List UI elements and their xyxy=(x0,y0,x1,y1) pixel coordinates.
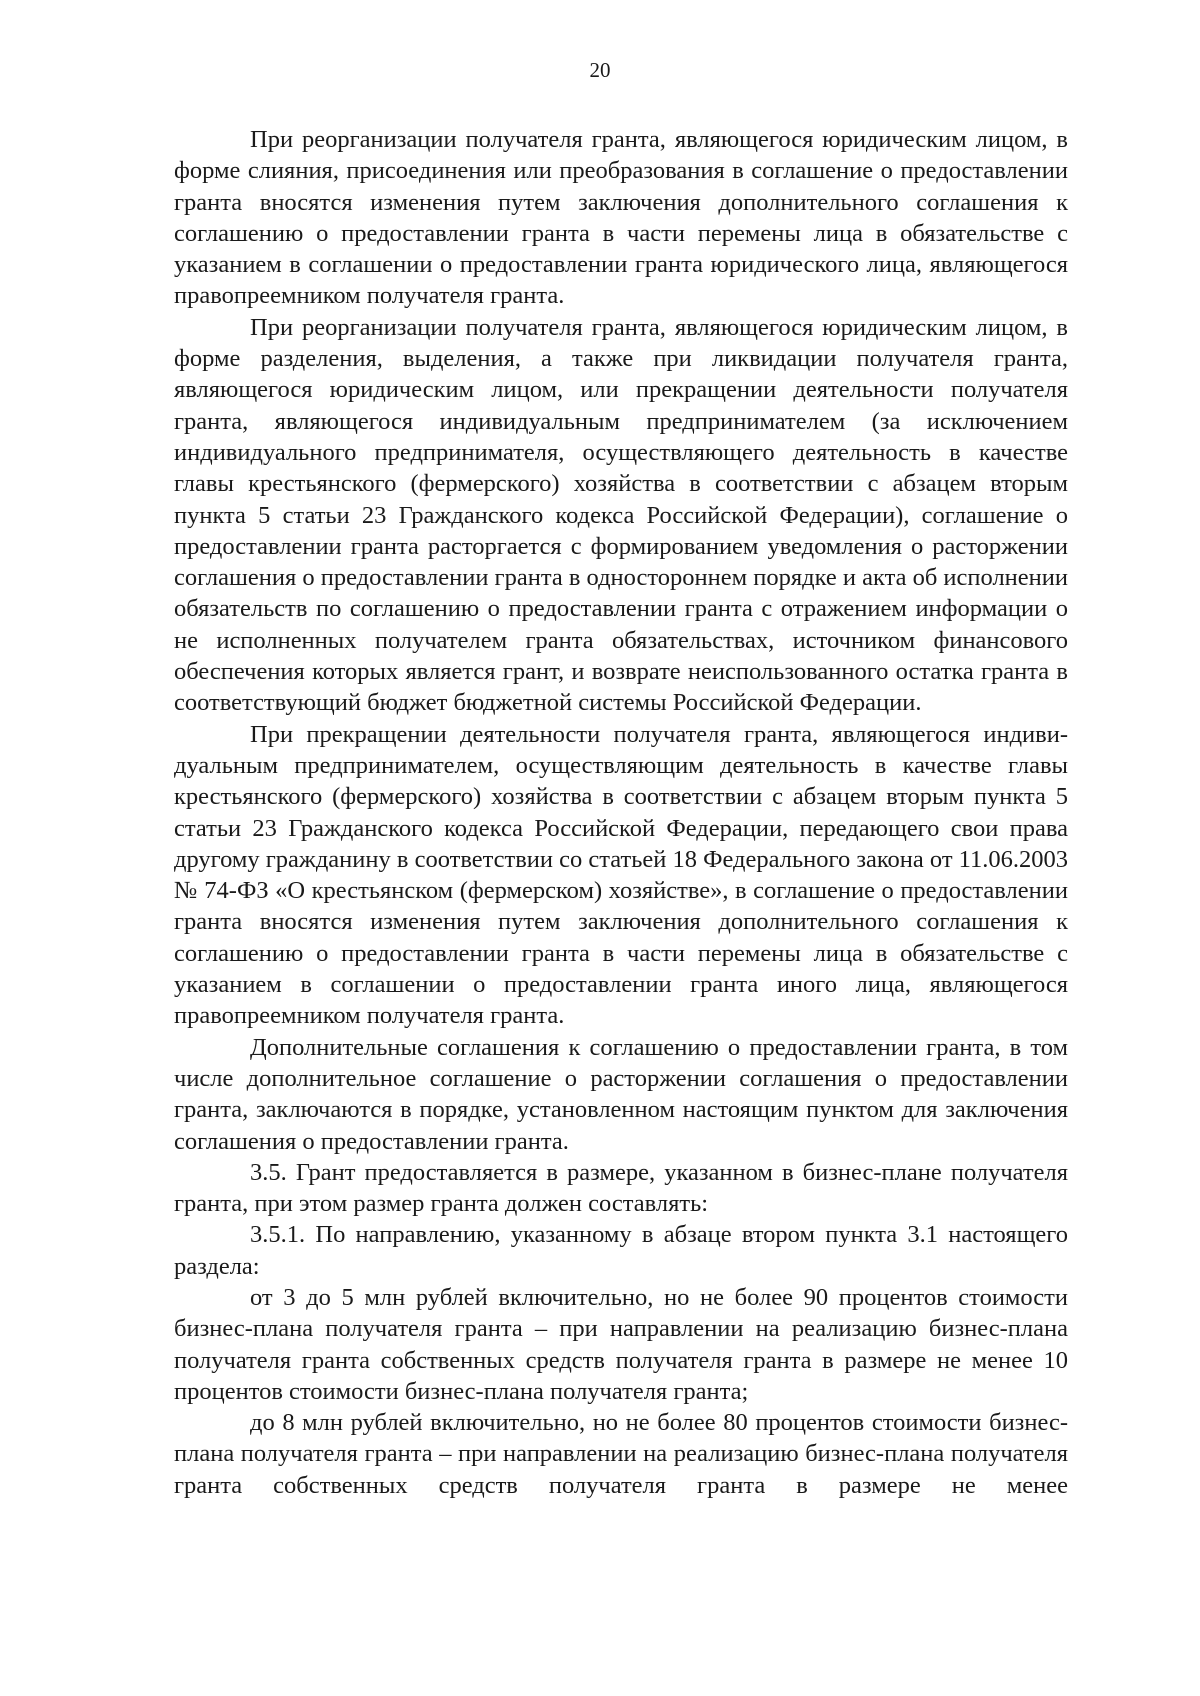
paragraph-3-5-1-direction: 3.5.1. По направлению, указанному в абзаце втором пункта 3.1 настоящего раздела: xyxy=(174,1221,1068,1280)
paragraph-up-to-8-million: до 8 млн рублей включительно, но не более 80 процентов стоимости бизнес-плана получателя гранта – при направлении на реализацию бизнес-плана получателя гранта собственных средств получателя гранта в размере не менее xyxy=(174,1409,1068,1499)
paragraph-reorganization-merger: При реорганизации получателя гранта, являющегося юридическим лицом, в форме слияния, присоединения или преобразования в соглашение о предоставлении гранта вносятся изменения путем заключения дополнительного соглашения к соглашению о предоставлении гранта в части перемены лица в обязательстве с указанием в соглашении о предоставлении гранта юридического лица, являющегося правопреемником получателя гранта. xyxy=(174,126,1068,310)
paragraph-3-5-grant-size: 3.5. Грант предоставляется в размере, указанном в бизнес-плане получателя гранта, при этом размер гранта должен составлять: xyxy=(174,1158,1068,1218)
paragraph-3-to-5-million: от 3 до 5 млн рублей включительно, но не более 90 процентов стоимости бизнес-плана получателя гранта – при направлении на реализацию бизнес-плана получателя гранта собственных средств получателя гранта в размере не менее 10 процентов стоимости бизнес-плана получателя гранта; xyxy=(174,1283,1068,1405)
paragraph-reorganization-division: При реорганизации получателя гранта, являющегося юридическим лицом, в форме разделения, выделения, а также при ликвидации получателя гранта, являющегося юридическим лицом, или прекращении деятельности получателя гранта, являющегося индивидуальным предпринимателем (за исключением индивидуального предпринимателя, осуществляющего деятельность в качестве главы крестьянского (фермерского) хозяйства в соответствии с абзацем вторым пункта 5 статьи 23 Гражданского кодекса Российской Федерации), соглашение о предоставлении гранта расторгается с формированием уведомления о расторжении соглашения о предоставлении гранта в одностороннем порядке и акта об исполнении обязательств по соглашению о предоставлении гранта с отражением информации о не исполненных получателем гранта обязательствах, источником финансового обеспечения которых является грант, и возврате неиспользованного остатка гранта в соответствующий бюджет бюджетной системы Российской Федерации. xyxy=(174,313,1068,717)
paragraph-additional-agreements: Дополнительные соглашения к соглашению о предоставлении гранта, в том числе дополнительное соглашение о расторжении соглашения о предоставлении гранта, заключаются в порядке, установленном настоящим пунктом для заключения соглашения о предоставлении гранта. xyxy=(174,1033,1068,1155)
document-body xyxy=(174,124,1068,1501)
page-number: 20 xyxy=(589,58,611,82)
paragraph-termination-entrepreneur: При прекращении деятельности получателя гранта, являющегося индивидуальным предпринимателем, осуществляющим деятельность в качестве главы крестьянского (фермерского) хозяйства в соответствии с абзацем вторым пункта 5 статьи 23 Гражданского кодекса Российской Федерации, передающего свои права другому гражданину в соответствии со статьей 18 Федерального закона от 11.06.2003 № 74-ФЗ «О крестьянском (фермерском) хозяйстве», в соглашение о предоставлении гранта вносятся изменения путем заключения дополнительного соглашения к соглашению о предоставлении гранта в части перемены лица в обязательстве с указанием в соглашении о предоставлении гранта иного лица, являющегося правопреемником получателя гранта. xyxy=(174,720,1068,1030)
